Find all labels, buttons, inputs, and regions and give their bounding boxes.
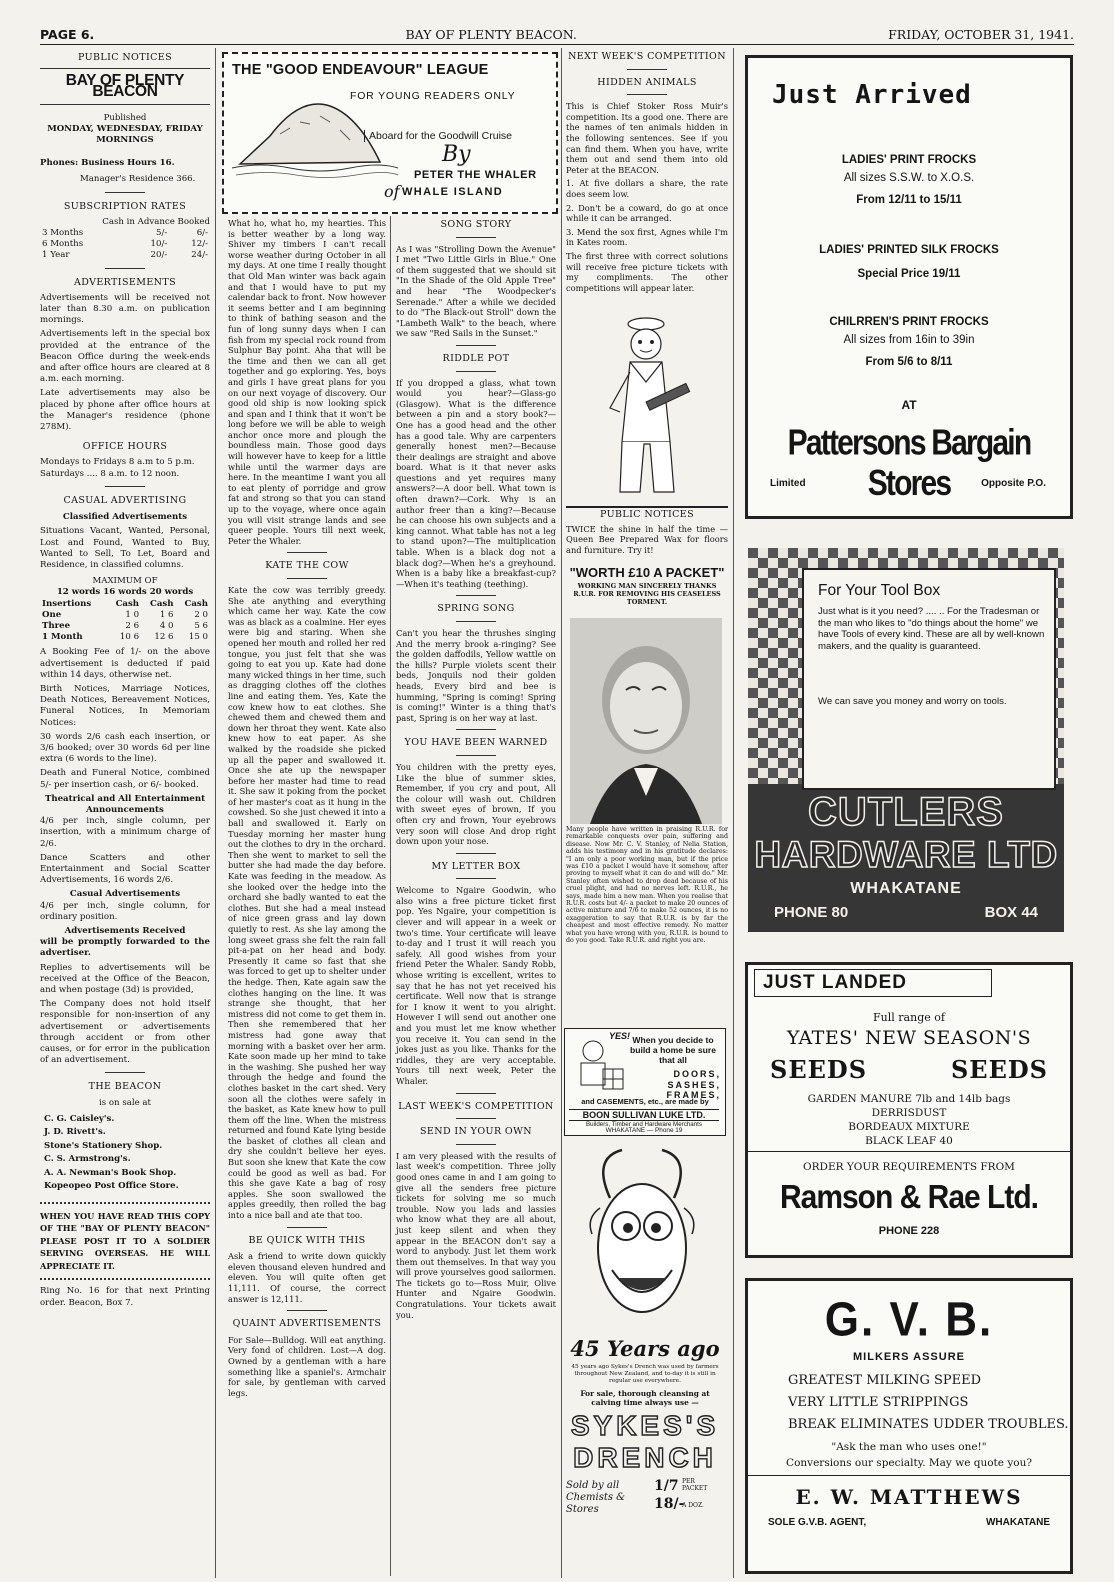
table-cell: 15 0	[188, 632, 208, 643]
table-cell: 6 Months	[42, 239, 84, 250]
published-days: MONDAY, WEDNESDAY, FRIDAY	[47, 123, 203, 134]
divider	[456, 237, 496, 238]
competition-heading: NEXT WEEK'S COMPETITION	[568, 51, 726, 62]
gvb-title: G. V. B.	[824, 1292, 994, 1347]
casual-heading: CASUAL ADVERTISING	[63, 494, 187, 506]
column-rule	[733, 48, 734, 1578]
yes-label: YES!	[609, 1031, 631, 1041]
ja-line: From 5/6 to 8/11	[865, 356, 953, 368]
cutlers-ad	[748, 548, 1064, 932]
table-row	[40, 239, 210, 250]
adv-paragraph: Advertisements left in the special box provided at the entrance of the Beacon Office during the week-ends and after office hours are cleared at 8 a.m. each morning.	[40, 329, 210, 385]
list-item: Kopeopeo Post Office Store.	[44, 1181, 179, 1192]
peter-letter: What ho, what ho, my hearties. This is better weather by a long way. Shiver my timbers I can't recall worse weather during October in all my days. At one time I really thought that Old Man winter was back again and that I would have to put my calendar back to front. Now however it seems better and I am beginning to think of bathing season and the fun of long sunny days when I can fish from my special rock round from Sulphur Bay point. Aha that will be the time and then we can all get together and go exploring. Yes, boys and girls I have great plans for you on our next voyage of discovery. Our good old ship is now looking spick and span and I think that it won't be long before we will be able to weigh anchor once more and plough the boundless main. Those good days will however have to keep for a little while until the warmer days are here. In the meantime I want you all to eat plenty of porridge and grow fat and strong so that you can stand up to the voyage, where once again you will visit strange lands and see queer people. Yours till next week, Peter the Whaler.	[228, 218, 386, 546]
sailor-illustration	[600, 312, 700, 502]
public-notices-column	[40, 50, 210, 1312]
published-label: Published	[103, 112, 147, 123]
sykes-ad	[562, 1138, 728, 1580]
table-cell: 10 6	[119, 632, 140, 643]
warned-poem: You children with the pretty eyes, Like the blue of summer skies, Remember, if you cry and pout, All the colour will wash out. Children with sweet eyes of brown, If you often cry and frown, Your eyebrows very soon will close And drop right down upon your nose.	[396, 761, 556, 847]
divider	[456, 595, 496, 596]
table-cell: 1 6	[159, 609, 174, 620]
hidden-heading: HIDDEN ANIMALS	[597, 76, 697, 88]
sykes-drench: DRENCH	[573, 1442, 717, 1473]
table-row	[40, 228, 210, 239]
divider	[456, 729, 496, 730]
jl-order: ORDER YOUR REQUIREMENTS FROM	[803, 1161, 1015, 1173]
table-header-cell: Cash	[184, 598, 208, 609]
song-heading: SONG STORY	[440, 219, 512, 230]
worth-headline: "WORTH £10 A PACKET"	[569, 565, 725, 581]
jl-item: BORDEAUX MIXTURE	[848, 1121, 970, 1133]
sykes-name: SYKES'S	[570, 1410, 720, 1441]
words-paragraph: 30 words 2/6 cash each insertion, or 3/6 booked; over 30 words 6d per line extra (6 words to the line).	[40, 731, 210, 765]
column-rule	[215, 48, 216, 1578]
worth-subhead: WORKING MAN SINCERELY THANKS R.U.R. FOR REMOVING HIS CEASELESS TORMENT.	[573, 582, 721, 607]
casual-ads-heading: Casual Advertisements	[69, 889, 181, 900]
divider	[456, 755, 496, 756]
table-row	[40, 632, 210, 643]
list-item: J. D. Rivett's.	[44, 1127, 106, 1138]
published-mornings: MORNINGS	[96, 135, 154, 146]
sykes-years: 45 Years ago	[570, 1336, 720, 1361]
table-cell: 6/-	[196, 228, 208, 239]
subscription-head: Cash in Advance Booked	[102, 216, 210, 227]
gvb-town: WHAKATANE	[985, 1517, 1050, 1528]
table-header	[40, 599, 210, 610]
peter-column	[228, 218, 386, 1401]
sykes-sale: For sale, thorough cleansing at calving time always use —	[580, 1389, 710, 1407]
divider	[456, 345, 496, 346]
gvb-matthews: E. W. MATTHEWS	[795, 1485, 1023, 1509]
hidden-sentence: 3. Mend the sox first, Agnes while I'm in Kates room.	[566, 226, 728, 248]
table-cell: 2 6	[125, 620, 140, 631]
cutlers-phone: PHONE 80	[774, 904, 849, 921]
jl-seeds-left: SEEDS	[770, 1055, 868, 1084]
quick-text: Ask a friend to write down quickly eleven thousand eleven hundred and eleven. You will quite often get 11,111. Of course, the correct answer is 12,111.	[228, 1251, 386, 1304]
subscription-table	[40, 228, 210, 262]
booking-paragraph: A Booking Fee of 1/- on the above advertisement is deducted if paid within 14 days, otherwise net.	[40, 647, 210, 680]
table-cell: One	[42, 609, 62, 620]
dotted-border	[40, 1278, 210, 1280]
send-heading: SEND IN YOUR OWN	[420, 1126, 532, 1138]
maximum-heading: MAXIMUM OF	[92, 576, 158, 587]
office-hours-heading: OFFICE HOURS	[82, 441, 168, 453]
jl-full: Full range of	[873, 1011, 945, 1024]
received-heading: Advertisements Received	[64, 926, 186, 936]
jl-ramson: Ramson & Rae Ltd.	[779, 1179, 1039, 1216]
riddle-text: If you dropped a glass, what town would you hear?—Glass-go (Glasgow). What is the difference between a pin and a story book?—One has a good head and the other has a good tale. Why are carpenters generally honest men?—Because their dealings are straight and above board. What is it that never asks questions and yet requires many answers?—A door bell. What town is often drawn?—Cork. Why is an author freer than a king?—Because he can choose his own subjects and a king cannot. What table has not a leg to stand upon?—The multiplication table. When is a black dog not a black dog?—When he's a greyhound. When is a baby like a breakfast-cup?—When it's teathing (teething).	[396, 377, 556, 589]
table-cell: 4 0	[159, 620, 174, 631]
boon-sub: Builders, Timber and Hardware Merchants	[586, 1121, 702, 1128]
just-landed-ad	[745, 962, 1073, 1258]
paper-title: BAY OF PLENTY BEACON.	[405, 27, 577, 42]
birth-paragraph: Birth Notices, Marriage Notices, Death Notices, Bereavement Notices, Funeral Notices, In Memoriam Notices:	[40, 683, 210, 728]
worth-text: Many people have written in praising R.U.R. for remarkable conquests over pain, suffering and disease. Now Mr. C. V. Stanley, of Nelia Station, adds his testimony and in his gratitude declares: "I am only a poor working man, but if the price was £10 a packet I would have it somehow, after proving to myself what it can do and will do." Mr. Stanley often wished to drop dead because of his cruel plight, and had no nerves left. R.U.R., he says, made him a new man. When you realise that R.U.R. costs but 4/- a packet to make 20 ounces of active mixture and 7/6 to make 52 ounces, it is no exaggeration to say that R.U.R. is by far the cheapest and most effective remedy. No matter what you have wrong with you, R.U.R. is bound to do you good. Take R.U.R. and right you are.	[566, 826, 728, 945]
ja-store: Pattersons Bargain Stores	[787, 423, 1031, 504]
table-cell: 5 6	[194, 620, 208, 631]
soldier-notice: WHEN YOU HAVE READ THIS COPY OF THE "BAY OF PLENTY BEACON" PLEASE POST IT TO A SOLDIER SERVING OVERSEAS. HE WILL APPRECIATE IT.	[40, 1210, 210, 1271]
dance-paragraph: Dance Scatters and other Entertainment and Social Scatter Advertisements, 16 words 2/6.	[40, 852, 210, 886]
table-cell: 10/-	[150, 239, 168, 250]
ja-opposite: Opposite P.O.	[981, 478, 1046, 489]
divider	[105, 192, 145, 193]
gvb-conversions: Conversions our specialty. May we quote you?	[786, 1457, 1032, 1469]
table-cell: 12/-	[191, 239, 208, 250]
ja-limited: Limited	[770, 478, 806, 489]
cutlers-hardware: HARDWARE LTD	[754, 834, 1058, 875]
ja-title: Just Arrived	[772, 80, 972, 110]
hidden-sentence: 2. Don't be a coward, do go at once while it can be arranged.	[566, 202, 728, 224]
divider	[627, 94, 667, 95]
riddle-heading: RIDDLE POT	[442, 352, 510, 364]
cutlers-box: BOX 44	[984, 904, 1038, 921]
list-item: A. A. Newman's Book Shop.	[44, 1167, 177, 1178]
sykes-price-2: 18/-	[654, 1496, 685, 1512]
divider	[287, 1227, 327, 1228]
casual-ads-paragraph: 4/6 per inch, single column, for ordinary position.	[40, 900, 210, 922]
tool-box-panel	[802, 568, 1056, 790]
letter-text: Welcome to Ngaire Goodwin, who also wins a free picture ticket first pop. Yes Ngaire, your competition is clever and will appear in a week or two's time. Your certificate will leave to-day and I trust it will reach you safely. All good wishes from your friend Peter the Whaler. Sandy Robb, whose writing is excellent, writes to say that he has not yet received his certificate. Well now that is strange for I know it went to you alright. However I will send out another one and you must let me know whether you receive it. You can send in the jokes just as you like. Thanks for the riddles, they are very acceptable. Yours till next week, Peter the Whaler.	[396, 885, 556, 1086]
table-cell: 24/-	[191, 250, 208, 261]
notices-heading: PUBLIC NOTICES	[599, 509, 695, 520]
league-by: By	[442, 142, 471, 167]
hidden-text: This is Chief Stoker Ross Muir's competition. Its a good one. There are the names of ten animals hidden in the following sentences. See if you can find them. When you have, write them out and send them into old Peter at the BEACON.	[566, 101, 728, 175]
league-peter: PETER THE WHALER	[414, 169, 537, 181]
story-heading: KATE THE COW	[265, 560, 349, 572]
builder-cartoon-icon	[569, 1035, 627, 1097]
gvb-ask: "Ask the man who uses one!"	[831, 1441, 987, 1453]
divider	[456, 621, 496, 622]
table-cell: 2 0	[194, 609, 208, 620]
competition-column	[566, 50, 728, 296]
page-header	[40, 22, 1074, 45]
sykes-small-text: 45 years ago Sykes's Drench was used by farmers throughout New Zealand, and to-day it is still in regular use everywhere.	[571, 1364, 719, 1384]
table-header-cell: Cash	[150, 598, 174, 609]
queen-bee-notice: TWICE the shine in half the time —Queen Bee Prepared Wax for floors and furniture. Try it!	[566, 523, 728, 555]
gvb-claim: VERY LITTLE STRIPPINGS	[788, 1395, 969, 1410]
dotted-border	[40, 1202, 210, 1204]
classified-paragraph: Situations Vacant, Wanted, Personal, Lost and Found, Wanted to Buy, Wanted to Sell, To Let, Board and Residence, in classified columns.	[40, 526, 210, 570]
puzzle-column	[396, 218, 556, 1323]
divider	[105, 268, 145, 269]
table-cell: 1 Year	[42, 250, 70, 261]
replies-paragraph: Replies to advertisements will be received at the Office of the Beacon, and when postage (3d) is provided,	[40, 962, 210, 996]
just-arrived-ad	[745, 55, 1073, 519]
advertisements-heading: ADVERTISEMENTS	[73, 276, 177, 288]
table-cell: 3 Months	[42, 228, 84, 239]
classified-heading: Classified Advertisements	[62, 512, 188, 523]
league-aboard: Aboard for the Goodwill Cruise	[364, 130, 512, 142]
gvb-claim: GREATEST MILKING SPEED	[788, 1373, 982, 1388]
league-island: WHALE ISLAND	[402, 186, 504, 198]
hidden-sentence: 1. At five dollars a share, the rate does seem low.	[566, 178, 728, 199]
issue-date: FRIDAY, OCTOBER 31, 1941.	[888, 27, 1074, 42]
office-hours-line: Mondays to Fridays 8 a.m to 5 p.m.	[40, 457, 195, 468]
gvb-claim: BREAK ELIMINATES UDDER TROUBLES.	[788, 1417, 1069, 1432]
table-row	[40, 250, 210, 261]
list-item: C. S. Armstrong's.	[44, 1154, 131, 1165]
theatre-paragraph: 4/6 per inch, single column, per insertion, with a minimum charge of 2/6.	[40, 816, 210, 849]
masthead: BAY OF PLENTY BEACON	[40, 68, 210, 104]
ja-line: Special Price 19/11	[857, 268, 961, 280]
subscription-heading: SUBSCRIPTION RATES	[63, 200, 187, 212]
gvb-agent: SOLE G.V.B. AGENT,	[768, 1517, 867, 1528]
spring-heading: SPRING SONG	[437, 603, 515, 615]
spring-poem: Can't you hear the thrushes singing And the merry brook a-ringing? See the golden daffodils, Yellow wattle on the hills? Purple violets scent their beds, Jonquils nod their golden heads, Every bird and bee is humming, "Spring is coming! Spring is coming!" Winter is a thing that's past, Spring is on her way at last.	[396, 628, 556, 723]
cutlers-name: CUTLERS	[808, 790, 1004, 834]
table-cell: 5/-	[155, 228, 168, 239]
quaint-heading: QUAINT ADVERTISEMENTS	[232, 1318, 382, 1330]
phones-line: Phones: Business Hours 16.	[40, 158, 175, 169]
ja-line: LADIES' PRINT FROCKS	[841, 154, 977, 166]
boon-items: DOORS, SASHES, FRAMES,	[666, 1069, 721, 1100]
jl-item: BLACK LEAF 40	[865, 1135, 953, 1147]
league-of: of	[384, 182, 400, 201]
tool-title: For Your Tool Box	[818, 582, 941, 599]
boon-and: and CASEMENTS, etc., are made by	[581, 1097, 709, 1106]
jl-item: DERRISDUST	[871, 1107, 947, 1119]
sykes-sold: Sold by all Chemists & Stores	[566, 1480, 626, 1515]
words-head: 12 words 16 words 20 words	[56, 587, 194, 598]
ring-notice: Ring No. 16 for that next Printing order. Beacon, Box 7.	[40, 1286, 210, 1308]
ja-at: AT	[901, 398, 917, 412]
office-hours-line: Saturdays .... 8 a.m. to 12 noon.	[40, 468, 180, 479]
received-paragraph: will be promptly forwarded to the advertiser.	[40, 937, 210, 959]
death-paragraph: Death and Funeral Notice, combined 5/- per insertion cash, or 6/- booked.	[40, 768, 210, 790]
manager-line: Manager's Residence 366.	[80, 174, 196, 185]
divider	[105, 1072, 145, 1073]
divider	[456, 371, 496, 372]
boon-name: BOON SULLIVAN LUKE LTD.	[569, 1109, 719, 1121]
sykes-per-2: A DOZ.	[682, 1502, 704, 1509]
divider	[748, 1475, 1070, 1476]
league-subtitle: FOR YOUNG READERS ONLY	[350, 90, 516, 102]
table-cell: Three	[42, 620, 71, 631]
divider	[456, 1144, 496, 1145]
jl-yates: YATES' NEW SEASON'S	[786, 1027, 1032, 1049]
boon-when: When you decide to build a home be sure that all	[630, 1035, 716, 1066]
list-item: C. G. Caisley's.	[44, 1113, 115, 1124]
portrait-photo	[570, 618, 722, 824]
letter-heading: MY LETTER BOX	[431, 860, 521, 872]
boon-ad	[564, 1028, 726, 1136]
divider	[566, 506, 728, 508]
adv-paragraph: Advertisements will be received not later than 8.30 a.m. on publication mornings.	[40, 292, 210, 326]
league-title: THE "GOOD ENDEAVOUR" LEAGUE	[232, 62, 489, 78]
league-banner	[222, 52, 558, 214]
section-heading: PUBLIC NOTICES	[77, 52, 173, 63]
divider	[287, 552, 327, 553]
jl-phone: PHONE 228	[878, 1225, 940, 1237]
song-text: As I was "Strolling Down the Avenue" I met "Two Little Girls in Blue." One of them suggested that we should sit "In the Shade of the Old Apple Tree" and hear "The Woodpecker's Serenade." After a while we decided to do "The Black-out Stroll" down the "Lambeth Walk" to the beach, where we saw "Red Sails in the Sunset."	[396, 243, 556, 339]
jl-item: GARDEN MANURE 7lb and 14lb bags	[807, 1093, 1011, 1105]
table-header-cell: Insertions	[42, 598, 92, 609]
notices-column	[566, 506, 728, 606]
divider	[105, 486, 145, 487]
theatre-heading: Theatrical and All Entertainment Announcements	[44, 793, 206, 815]
hidden-end: The first three with correct solutions will receive free picture tickets with my compliments. The other competitions will appear later.	[566, 250, 728, 293]
sykes-price-1: 1/7	[654, 1478, 679, 1494]
last-week-text: I am very pleased with the results of last week's competition. Three jolly good ones came in and I am going to give all the senders free picture tickets for solving me so much trouble. Now you lads and lassies who know what they are all about, just keep silent and when they appear in the BEACON don't say a word to anybody. Just let them work them out themselves. In that way you will prove yourselves good sailormen. The tickets go to—Ross Muir, Olive Hunter and Ngaire Goodwin. Congratulations. Your tickets await you.	[396, 1150, 556, 1320]
boon-town: WHAKATANE — Phone 19	[605, 1127, 683, 1134]
quaint-text: For Sale—Bulldog. Will eat anything. Very fond of children. Lost—A dog. Owned by a gentleman with a hare something like a spaniel's. Armchair for sale, by gentleman with carved legs.	[228, 1334, 386, 1398]
worth-body	[566, 826, 728, 948]
cow-cartoon-icon	[582, 1138, 702, 1354]
agent-list	[44, 1113, 210, 1194]
divider	[287, 1310, 327, 1311]
story-text: Kate the cow was terribly greedy. She ate anything and everything which came her way. Kate the cow was as black as a coalmine. Her eyes were big and staring. When she opened her mouth and rolled her red tongue, you just felt that she was going to eat you up. Kate had done many wicked things in her time, such as dragging clothes off the clothes line and eating them. Yes, Kate the cow knew how to eat clothes. She chewed them and chewed them and down her throat they went. Kate also knew how to eat paper. As she walked by the roadside she picked up all the paper and swallowed it. Once she ate up the newspaper before her master had time to read it. She saw it poking from the pocket of her master's coat as it hung in the cowshed. So she just chewed it into a ball and swallowed it. Early on Tuesday morning her master hung out the clothes to dry in the orchard. Then she went to market to sell the butter she had made the day before. Kate was feeding in the meadow. As she looked over the hedge into the orchard she badly wanted to eat the clothes. But she had a meal instead of nice green grass and lay down quietly to rest. As she lay among the long sweet grass she felt the rain fall pit-a-pat on her head and body. Presently it came so fast that she was forced to get up to shelter under the hedge. Then, Kate again saw the clothes hanging on the line. It was strange she thought, that her mistress did not come to get them in. Then she remembered that her mistress had gone away that morning with a basket over her arm. Kate soon made up her mind to take in the washing. She pushed her way through the hedge and found the clothes basket in the cart shed. Very soon all the clothes were safely in the basket, as Kate knew how to pull them off the line. When the mistress returned and found Kate lying beside the basket of clothes all clean and dry she couldn't believe her eyes. But soon she knew that Kate the cow could be good as well as bad. For this she gave Kate a bag of rosy apples. She soon swallowed the apples greedily, then rolled the bag into a nice ball and ate that too.	[228, 585, 386, 1221]
ja-line: From 12/11 to 15/11	[856, 194, 962, 206]
table-cell: 1 Month	[42, 632, 83, 643]
ja-line: All sizes S.S.W. to X.O.S.	[843, 172, 975, 184]
on-sale-line: is on sale at	[98, 1097, 151, 1108]
sykes-per-1: PER PACKET	[682, 1478, 708, 1492]
company-paragraph: The Company does not hold itself responsible for non-insertion of any advertisement or advertisements through accident or from other causes, or for error in the publication of an advertisement.	[40, 999, 210, 1066]
ja-line: CHILRREN'S PRINT FROCKS	[829, 316, 989, 328]
beacon-heading: THE BEACON	[88, 1081, 162, 1093]
cutlers-town: WHAKATANE	[850, 880, 962, 897]
divider	[456, 1118, 496, 1119]
jl-title: JUST LANDED	[754, 969, 992, 997]
last-week-heading: LAST WEEK'S COMPETITION	[398, 1100, 554, 1112]
insertion-table	[40, 599, 210, 644]
list-item: Stone's Stationery Shop.	[44, 1140, 163, 1151]
quick-heading: BE QUICK WITH THIS	[248, 1234, 366, 1246]
divider	[456, 853, 496, 854]
tool-text: Just what is it you need? .... .. For the Tradesman or the man who likes to "do things about the home" we have Tools of every kind. These are all by well-known makers, and the quality is guaranteed.	[818, 606, 1045, 652]
warned-heading: YOU HAVE BEEN WARNED	[404, 737, 548, 749]
divider	[748, 1151, 1070, 1152]
table-header-cell: Cash	[115, 598, 140, 609]
divider	[287, 578, 327, 579]
table-row	[40, 621, 210, 632]
jl-seeds-right: SEEDS	[950, 1055, 1048, 1084]
tool-text: We can save you money and worry on tools.	[818, 696, 1007, 707]
ja-line: All sizes from 16in to 39in	[843, 334, 975, 346]
divider	[456, 878, 496, 879]
divider	[627, 69, 667, 70]
table-cell: 1 0	[125, 609, 140, 620]
table-cell: 20/-	[150, 250, 168, 261]
table-row	[40, 610, 210, 621]
table-cell: 12 6	[154, 632, 174, 643]
ja-line: LADIES' PRINTED SILK FROCKS	[819, 244, 999, 256]
adv-paragraph: Late advertisements may also be placed by phone after office hours at the Manager's residence (phone 278M).	[40, 388, 210, 433]
gvb-ad	[745, 1278, 1073, 1574]
divider	[456, 1093, 496, 1094]
gvb-subtitle: MILKERS ASSURE	[853, 1351, 965, 1363]
column-rule	[390, 216, 391, 1576]
page-number: PAGE 6.	[40, 27, 95, 42]
